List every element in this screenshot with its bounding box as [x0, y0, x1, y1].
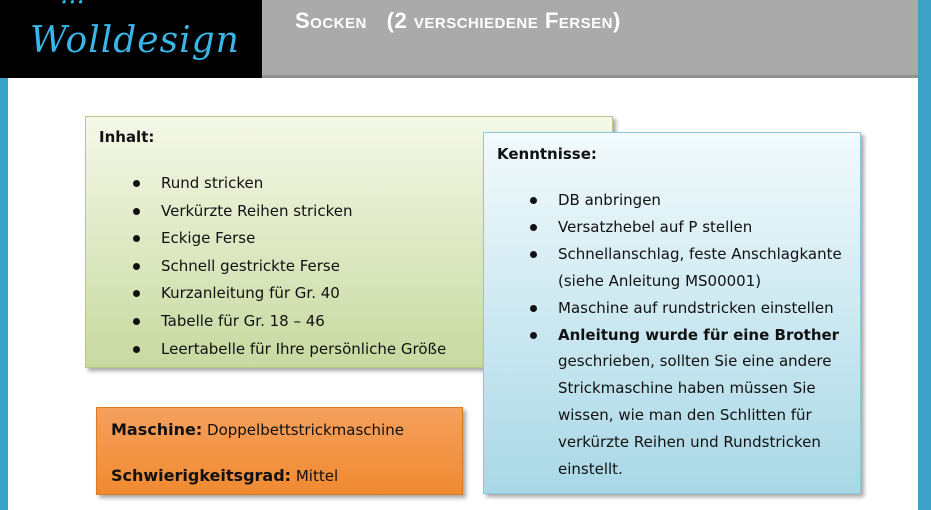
- skills-list: [526, 187, 846, 483]
- list-item: Versatzhebel auf P stellen: [526, 214, 846, 241]
- logo-partial-text: [60, 0, 130, 6]
- list-item: Eckige Ferse: [129, 225, 549, 253]
- list-item: Tabelle für Gr. 18 – 46: [129, 308, 549, 336]
- list-item: Verkürzte Reihen stricken: [129, 198, 549, 226]
- machine-box: [96, 407, 463, 495]
- list-item: Kurzanleitung für Gr. 40: [129, 280, 549, 308]
- skills-box: [483, 132, 861, 494]
- difficulty-label: Schwierigkeitsgrad:: [111, 466, 292, 485]
- machine-label: Maschine:: [111, 420, 203, 439]
- difficulty-row: [111, 466, 338, 485]
- list-item: Maschine auf rundstricken einstellen: [526, 295, 846, 322]
- contents-heading: Inhalt:: [99, 128, 155, 146]
- left-accent-bar: [0, 78, 8, 510]
- brother-note-bold: Anleitung wurde für eine Brother: [558, 325, 840, 344]
- logo-text: Wolldesign: [30, 20, 240, 61]
- skills-heading: Kenntnisse:: [497, 145, 597, 163]
- difficulty-value: Mittel: [295, 467, 339, 485]
- list-item: Leertabelle für Ihre persönliche Größe: [129, 336, 549, 364]
- right-accent-bar: [918, 0, 931, 510]
- machine-value: Doppelbettstrickmaschine: [207, 421, 404, 439]
- page-title: Socken (2 verschiedene Fersen): [295, 8, 621, 33]
- brother-note-rest: geschrieben, sollten Sie eine andere Strickmaschine haben müssen Sie wissen, wie man den Schlitten für verkürzte Reihen und Rundstricken einstellt.: [558, 352, 832, 479]
- list-item: [526, 322, 846, 483]
- machine-row: [111, 420, 404, 439]
- list-item: DB anbringen: [526, 187, 846, 214]
- list-item: Rund stricken: [129, 170, 549, 198]
- wolldesign-logo: [0, 0, 262, 78]
- list-item: Schnellanschlag, feste Anschlagkante (siehe Anleitung MS00001): [526, 241, 846, 295]
- list-item: Schnell gestrickte Ferse: [129, 253, 549, 281]
